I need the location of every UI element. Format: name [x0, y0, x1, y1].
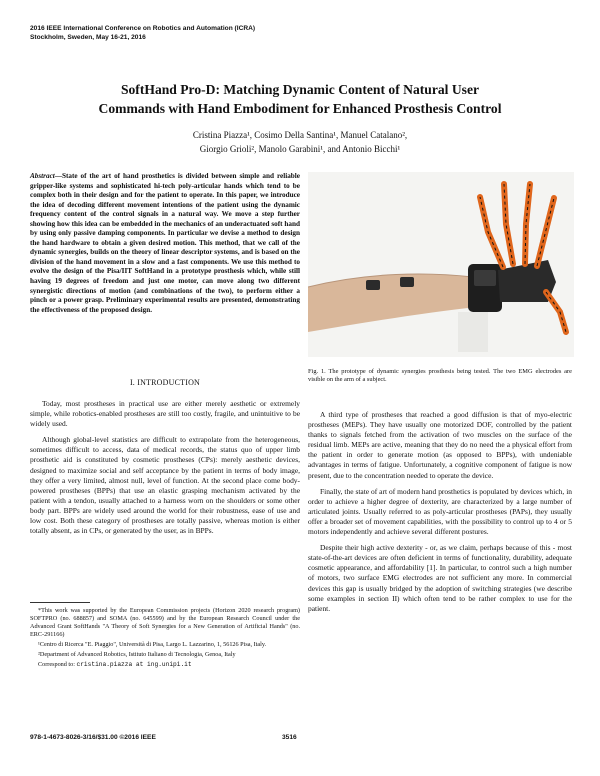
title-line-1: SoftHand Pro-D: Matching Dynamic Content of Natural User [120, 82, 480, 97]
footnote-rule [30, 602, 90, 603]
abstract-text: —State of the art of hand prosthetics is divided between simple and reliable gripper-like systems and sophisticated hi-tech poly-articular hands which tend to be complex both in their design and for the patient to operate. In this paper, we introduce the idea of decoding different movement intentions of the patient using the dynamic frequency content of the control signals in a natural way. We move a step further showing how this idea can be embedded in the mechanics of an underactuated soft hand by using only passive damping components. In particular we devise a method to design the hand hardware to obtain a given desired motion. This method, that we call of the dynamic synergies, builds on the theory of linear descriptor systems, and is based on the division of the hand movement in a slow and a fast components. We use this method to evolve the design of the Pisa/IIT SoftHand in a prototype prosthesis which, while still having 19 degrees of freedom and just one motor, can move along two different synergistic directions of motion (and combinations of the two), to perform either a pinch or a power grasp. Preliminary experimental results are presented, demonstrating the effectiveness of the proposed design. [30, 172, 300, 314]
figure-1-photo [308, 172, 574, 357]
intro-left-column [30, 399, 300, 542]
intro-right-column [308, 410, 572, 620]
footnote-affiliation-1: ¹Centro di Ricerca "E. Piaggio", Università di Pisa, Largo L. Lazzarino, 1, 56126 Pisa, Italy. [38, 641, 267, 648]
footer-isbn: 978-1-4673-8026-3/16/$31.00 ©2016 IEEE [30, 734, 156, 741]
conference-location: Stockholm, Sweden, May 16-21, 2016 [30, 34, 146, 41]
prosthesis-photo-illustration [308, 172, 574, 357]
author-list [100, 128, 500, 156]
figure-1-caption: Fig. 1. The prototype of dynamic synergies prosthesis being tested. The two EMG electrodes are visible on the arm of a subject. [308, 368, 572, 384]
abstract-label: Abstract [30, 172, 55, 180]
footnote-correspondence [30, 661, 300, 669]
footnote-affiliation-2: ²Department of Advanced Robotics, Istituto Italiano di Tecnologia, Genoa, Italy [38, 651, 236, 658]
abstract [30, 172, 300, 315]
title-line-2: Commands with Hand Embodiment for Enhanced Prosthesis Control [98, 101, 502, 116]
paragraph: Despite their high active dexterity - or, as we claim, perhaps because of this - most state-of-the-art devices are often deficient in terms of functionality, durability, adequate cosmetic appearance, and affordability [1]. In particular, to control such a high number of motors, two surface EMG electrodes are not sufficient any more. In commercial devices this gap is usually bridged by the adoption of switching strategies (we describe some examples in section II) which often tend to be rather complex to use for the patient. [308, 543, 572, 613]
footnote-funding: *This work was supported by the European Commission projects (Horizon 2020 research program) SOFTPRO (no. 688857) and SOMA (no. 645599) and by the European Research Council under the Advanced Grant SoftHands "A Theory of Soft Synergies for a New Generation of Artificial Hands" (no. ERC-291166) [30, 607, 300, 638]
authors-line-1: Cristina Piazza¹, Cosimo Della Santina¹, Manuel Catalano², [192, 130, 408, 140]
paragraph: Although global-level statistics are difficult to extrapolate from the heterogeneous, sometimes difficult to access, data of medical records, the status quo of upper limb prosthetic aid is constituted by cosmetic prostheses (CPs): merely aesthetic devices, designed to maximize social and self acceptance by the patient in terms of body image, they offer a very limited, almost null, level of function. At the second place come body-powered prostheses (BPPs) that use an elastic grasping mechanism activated by the patient with a tendon, usually attached to a harness worn on the shoulders or some other body part. BPPs are widely used around the world for their robustness, ease of use and low cost. Both these category of prostheses are totally passive, whereas motion is either totally absent, as in CPs, or generated by the user, as in BPPs. [30, 435, 300, 536]
paragraph: Today, most prostheses in practical use are either merely aesthetic or extremely simple, while robotics-enabled prostheses are still too costly, fragile, and unintuitive to be widely used. [30, 399, 300, 429]
correspondence-label: Correspond to: [38, 661, 77, 668]
conference-header [30, 24, 255, 42]
footer-page-number: 3516 [282, 734, 297, 741]
paragraph: Finally, the state of art of modern hand prosthetics is populated by devices which, in order to achieve a higher degree of dexterity, are characterized by a large number of articulated joints. Usually referred to as poly-articular prostheses (PAPs), they usually offer a broader set of movement capabilities, with the possibility to control up to 4 or 5 motors independently and achieve several different postures. [308, 486, 572, 537]
section-heading-introduction: I. INTRODUCTION [129, 378, 201, 387]
paragraph: A third type of prostheses that reached a good diffusion is that of myo-electric prostheses (MEPs). They have usually one motorized DOF, controlled by the patient thanks to signals fetched from the activation of two muscles on the surface of the residual limb. MEPs are active, meaning that they do no need the a physical effort from the patient in order to generate motion (as opposed to BPPs), with undeniable advantages in terms of fatigue. Unfortunately, a cognitive component of fatigue is now present, due to the concentration needed to operate the device. [308, 410, 572, 480]
correspondence-email: cristina.piazza at ing.unipi.it [76, 661, 192, 668]
footnotes [30, 602, 300, 671]
authors-line-2: Giorgio Grioli², Manolo Garabini¹, and Antonio Bicchi¹ [199, 144, 401, 154]
conference-name: 2016 IEEE International Conference on Robotics and Automation (ICRA) [30, 25, 256, 32]
paper-title [30, 80, 570, 118]
